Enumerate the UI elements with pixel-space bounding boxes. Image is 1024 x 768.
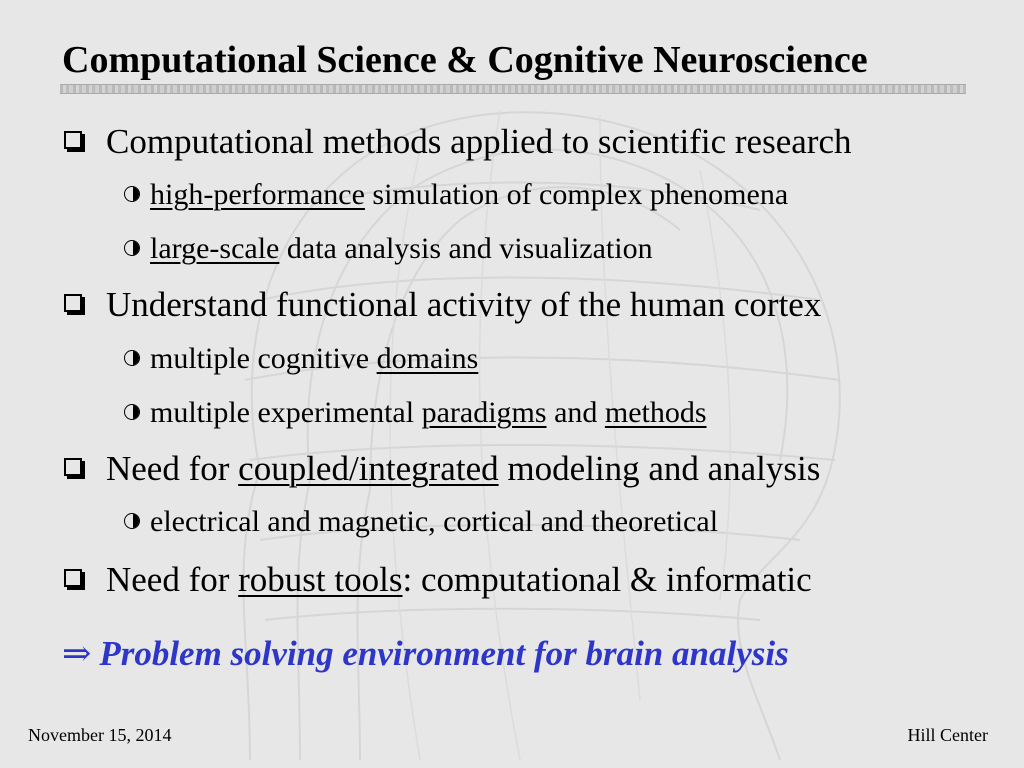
square-bullet-icon	[64, 294, 82, 312]
conclusion-text: Problem solving environment for brain analysis	[99, 634, 789, 673]
bullet-text: Need for	[106, 560, 239, 599]
half-circle-bullet-icon	[124, 240, 140, 256]
bullet-text: Need for	[106, 449, 239, 488]
sub-bullet-text: electrical and magnetic, cortical and theoretical	[150, 505, 719, 538]
sub-bullet-item	[124, 232, 653, 266]
sub-bullet-item	[124, 342, 478, 376]
bullet-text: Computational methods applied to scientific research	[106, 122, 852, 161]
square-bullet-icon	[64, 458, 82, 476]
underlined-term: paradigms	[421, 396, 547, 429]
square-bullet-icon	[64, 131, 82, 149]
underlined-term: coupled/integrated	[238, 449, 499, 488]
sub-bullet-text: multiple experimental	[150, 396, 422, 429]
bullet-item	[64, 122, 851, 162]
bullet-text: Understand functional activity of the human cortex	[106, 285, 822, 324]
half-circle-bullet-icon	[124, 350, 140, 366]
footer-organization: Hill Center	[907, 725, 988, 745]
implies-arrow-icon: ⇒	[62, 634, 92, 673]
half-circle-bullet-icon	[124, 513, 140, 529]
slide-title: Computational Science & Cognitive Neuroscience	[62, 39, 868, 81]
underlined-term: high-performance	[150, 178, 365, 211]
sub-bullet-item	[124, 396, 707, 430]
underlined-term: robust tools	[238, 560, 403, 599]
underlined-term: large-scale	[150, 232, 280, 265]
footer-date: November 15, 2014	[28, 725, 172, 745]
bullet-text: : computational & informatic	[402, 560, 812, 599]
bullet-item	[64, 449, 820, 489]
conclusion-line	[62, 634, 789, 674]
bullet-item	[64, 285, 821, 325]
half-circle-bullet-icon	[124, 186, 140, 202]
sub-bullet-text: simulation of complex phenomena	[364, 178, 789, 211]
sub-bullet-item	[124, 505, 718, 539]
sub-bullet-text: multiple cognitive	[150, 342, 377, 375]
sub-bullet-item	[124, 178, 788, 212]
square-bullet-icon	[64, 569, 82, 587]
title-divider	[60, 84, 966, 94]
bullet-item	[64, 560, 812, 600]
half-circle-bullet-icon	[124, 404, 140, 420]
sub-bullet-text: and	[546, 396, 605, 429]
underlined-term: domains	[376, 342, 479, 375]
sub-bullet-text: data analysis and visualization	[279, 232, 653, 265]
bullet-text: modeling and analysis	[498, 449, 821, 488]
underlined-term: methods	[604, 396, 707, 429]
